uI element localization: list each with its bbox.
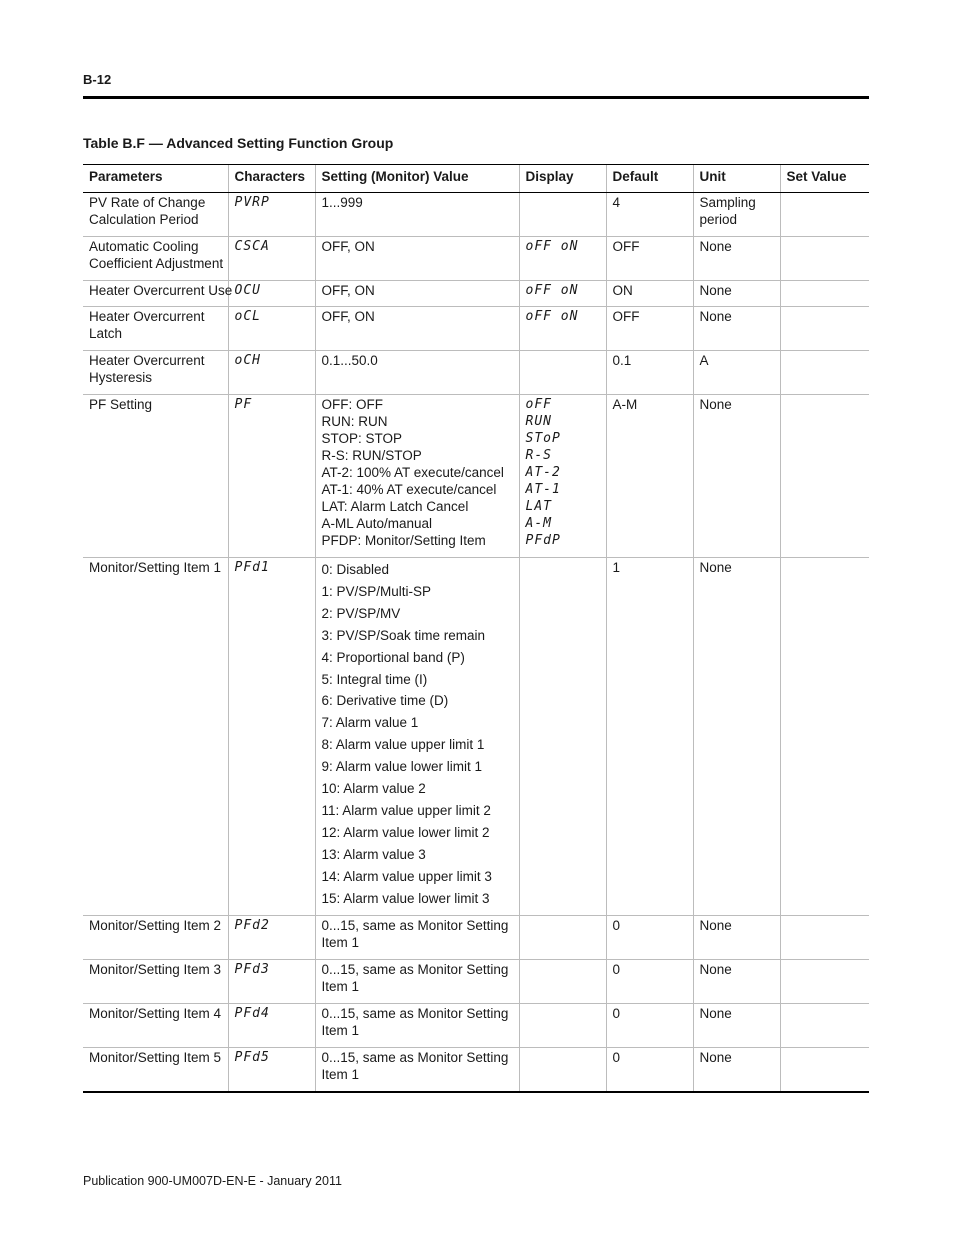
display-cell-line: oFF oN [525, 309, 579, 324]
set-value-cell [780, 1048, 869, 1092]
characters-cell: PFd5 [228, 1048, 315, 1092]
table-row [83, 1048, 869, 1092]
display-cell-line: PFdP [525, 533, 561, 548]
unit-cell [693, 1004, 780, 1048]
unit-cell [693, 960, 780, 1004]
parameter-cell-line: Calculation Period [89, 212, 199, 227]
characters-cell: PFd2 [228, 916, 315, 960]
setting-cell-line: OFF: OFF [321, 397, 383, 412]
parameter-cell-line: Monitor/Setting Item 2 [89, 918, 222, 933]
parameter-cell [83, 193, 228, 237]
unit-cell [693, 395, 780, 558]
characters-cell: PFd1 [228, 558, 315, 916]
display-cell [519, 1004, 606, 1048]
parameter-cell-line: PF Setting [89, 397, 153, 412]
unit-cell-line: None [699, 239, 732, 254]
table-row [83, 193, 869, 237]
default-cell: 0 [606, 1048, 693, 1092]
setting-cell [315, 558, 519, 916]
parameter-cell [83, 960, 228, 1004]
setting-cell-line: 0.1...50.0 [321, 353, 378, 368]
setting-cell [315, 307, 519, 351]
setting-cell-line: Item 1 [321, 1023, 360, 1038]
display-cell [519, 307, 606, 351]
setting-cell-line: 8: Alarm value upper limit 1 [321, 737, 485, 753]
display-cell-line: oFF oN [525, 239, 579, 254]
parameter-cell [83, 237, 228, 281]
display-cell-line: SToP [525, 431, 561, 446]
parameter-cell [83, 281, 233, 307]
setting-cell-line: Item 1 [321, 1067, 360, 1082]
parameter-cell-line: Heater Overcurrent [89, 309, 205, 324]
setting-cell-line: 0...15, same as Monitor Setting [321, 962, 509, 977]
parameter-cell-line: Heater Overcurrent Use [89, 283, 233, 298]
parameter-cell-line: Hysteresis [89, 370, 153, 385]
set-value-cell [780, 237, 869, 281]
header-unit: Unit [693, 165, 780, 193]
setting-cell [315, 193, 519, 237]
advanced-setting-table [83, 164, 869, 1093]
table-row [83, 307, 869, 351]
setting-cell [315, 395, 519, 558]
default-cell: OFF [606, 237, 693, 281]
setting-cell-line: Item 1 [321, 979, 360, 994]
set-value-cell [780, 307, 869, 351]
setting-cell [315, 237, 519, 281]
default-cell: 0 [606, 916, 693, 960]
unit-cell-line: A [699, 353, 709, 368]
display-cell [519, 960, 606, 1004]
unit-cell-line: None [699, 283, 732, 298]
parameter-cell-line: Automatic Cooling [89, 239, 199, 254]
display-cell [519, 351, 606, 395]
parameter-cell-line: Heater Overcurrent [89, 353, 205, 368]
characters-cell: PVRP [228, 193, 315, 237]
page-number: B-12 [83, 72, 112, 87]
setting-cell-line: 15: Alarm value lower limit 3 [321, 890, 490, 906]
setting-cell-line: 2: PV/SP/MV [321, 605, 401, 621]
setting-cell [315, 1048, 519, 1092]
parameter-cell [83, 1048, 228, 1092]
default-cell: 1 [606, 558, 693, 916]
setting-cell-line: A-ML Auto/manual [321, 516, 433, 531]
parameter-cell [83, 351, 228, 395]
parameter-cell-line: Monitor/Setting Item 1 [89, 560, 222, 575]
setting-cell-line: LAT: Alarm Latch Cancel [321, 499, 469, 514]
setting-cell-line: AT-2: 100% AT execute/cancel [321, 465, 504, 480]
table-row [83, 960, 869, 1004]
parameter-cell-line: PV Rate of Change [89, 195, 206, 210]
setting-cell-line: 0...15, same as Monitor Setting [321, 1050, 509, 1065]
table-row [83, 558, 869, 916]
setting-cell-line: 11: Alarm value upper limit 2 [321, 802, 491, 818]
characters-cell: PF [228, 395, 315, 558]
display-cell [519, 395, 606, 558]
default-cell: 4 [606, 193, 693, 237]
table-header-row [83, 165, 869, 193]
parameter-cell [83, 395, 228, 558]
setting-cell-line: 10: Alarm value 2 [321, 781, 426, 797]
characters-cell: PFd4 [228, 1004, 315, 1048]
characters-cell: OCU [228, 281, 315, 307]
parameter-cell-line: Monitor/Setting Item 3 [89, 962, 222, 977]
header-default: Default [606, 165, 693, 193]
unit-cell [693, 351, 780, 395]
display-cell-line: R-S [525, 448, 552, 463]
characters-cell: PFd3 [228, 960, 315, 1004]
setting-cell-line: 7: Alarm value 1 [321, 715, 419, 731]
default-cell: 0 [606, 960, 693, 1004]
display-cell-line: oFF [525, 397, 552, 412]
set-value-cell [780, 1004, 869, 1048]
header-set-value: Set Value [780, 165, 869, 193]
set-value-cell [780, 960, 869, 1004]
parameter-cell [83, 916, 228, 960]
set-value-cell [780, 916, 869, 960]
unit-cell-line: Sampling [699, 195, 756, 210]
setting-cell-line: 9: Alarm value lower limit 1 [321, 759, 483, 775]
setting-cell-line: 12: Alarm value lower limit 2 [321, 824, 490, 840]
setting-cell [315, 1004, 519, 1048]
unit-cell-line: None [699, 918, 732, 933]
display-cell-line: LAT [525, 499, 552, 514]
publication-footer: Publication 900-UM007D-EN-E - January 2011 [83, 1174, 342, 1188]
display-cell-line: RUN [525, 414, 552, 429]
table-row [83, 916, 869, 960]
setting-cell-line: OFF, ON [321, 283, 375, 298]
setting-cell-line: Item 1 [321, 935, 360, 950]
parameter-cell [83, 1004, 228, 1048]
table-row [83, 281, 869, 307]
unit-cell [693, 307, 780, 351]
setting-cell-line: 5: Integral time (I) [321, 671, 428, 687]
setting-cell-line: 0...15, same as Monitor Setting [321, 918, 509, 933]
set-value-cell [780, 558, 869, 916]
setting-cell-line: R-S: RUN/STOP [321, 448, 422, 463]
unit-cell [693, 1048, 780, 1092]
unit-cell-line: None [699, 1050, 732, 1065]
characters-cell: oCH [228, 351, 315, 395]
display-cell [519, 916, 606, 960]
setting-cell-line: 4: Proportional band (P) [321, 649, 465, 665]
setting-cell-line: 6: Derivative time (D) [321, 693, 449, 709]
unit-cell [693, 916, 780, 960]
unit-cell-line: period [699, 212, 738, 227]
set-value-cell [780, 193, 869, 237]
characters-cell: oCL [228, 307, 315, 351]
default-cell: ON [606, 281, 693, 307]
default-cell: A-M [606, 395, 693, 558]
default-cell: 0.1 [606, 351, 693, 395]
header-rule [83, 96, 869, 99]
display-cell [519, 237, 606, 281]
setting-cell-line: RUN: RUN [321, 414, 388, 429]
setting-cell-line: 0: Disabled [321, 562, 390, 577]
display-cell-line: A-M [525, 516, 552, 531]
display-cell [519, 1048, 606, 1092]
display-cell [519, 558, 606, 916]
display-cell-line: AT-2 [525, 465, 561, 480]
unit-cell [693, 558, 780, 916]
header-characters: Characters [228, 165, 315, 193]
table-title: Table B.F — Advanced Setting Function Group [83, 135, 394, 151]
parameter-cell [83, 307, 228, 351]
default-cell: OFF [606, 307, 693, 351]
header-parameters: Parameters [83, 165, 228, 193]
unit-cell-line: None [699, 560, 732, 575]
setting-cell [315, 960, 519, 1004]
table-row [83, 1004, 869, 1048]
parameter-cell-line: Coefficient Adjustment [89, 256, 224, 271]
setting-cell-line: PFDP: Monitor/Setting Item [321, 533, 486, 548]
display-cell-line: oFF oN [525, 283, 579, 298]
parameter-cell [83, 558, 228, 916]
characters-cell: CSCA [228, 237, 315, 281]
display-cell [519, 281, 606, 307]
setting-cell-line: 14: Alarm value upper limit 3 [321, 868, 492, 884]
unit-cell-line: None [699, 397, 732, 412]
parameter-cell-line: Monitor/Setting Item 4 [89, 1006, 222, 1021]
header-setting-value: Setting (Monitor) Value [315, 165, 519, 193]
setting-cell-line: STOP: STOP [321, 431, 403, 446]
header-display: Display [519, 165, 606, 193]
setting-cell-line: 3: PV/SP/Soak time remain [321, 627, 486, 643]
set-value-cell [780, 351, 869, 395]
setting-cell [315, 281, 519, 307]
default-cell: 0 [606, 1004, 693, 1048]
display-cell [519, 193, 606, 237]
setting-cell [315, 351, 519, 395]
set-value-cell [780, 281, 869, 307]
unit-cell [693, 237, 780, 281]
unit-cell [693, 193, 780, 237]
setting-cell [315, 916, 519, 960]
unit-cell-line: None [699, 309, 732, 324]
setting-cell-line: OFF, ON [321, 239, 375, 254]
unit-cell-line: None [699, 962, 732, 977]
table-row [83, 395, 869, 558]
setting-cell-line: 13: Alarm value 3 [321, 846, 426, 862]
unit-cell [693, 281, 780, 307]
unit-cell-line: None [699, 1006, 732, 1021]
setting-cell-line: 1...999 [321, 195, 363, 210]
setting-cell-line: 1: PV/SP/Multi-SP [321, 583, 432, 599]
set-value-cell [780, 395, 869, 558]
table-row [83, 237, 869, 281]
display-cell-line: AT-1 [525, 482, 561, 497]
table-row [83, 351, 869, 395]
parameter-cell-line: Latch [89, 326, 123, 341]
setting-cell-line: 0...15, same as Monitor Setting [321, 1006, 509, 1021]
setting-cell-line: AT-1: 40% AT execute/cancel [321, 482, 497, 497]
setting-cell-line: OFF, ON [321, 309, 375, 324]
parameter-cell-line: Monitor/Setting Item 5 [89, 1050, 222, 1065]
